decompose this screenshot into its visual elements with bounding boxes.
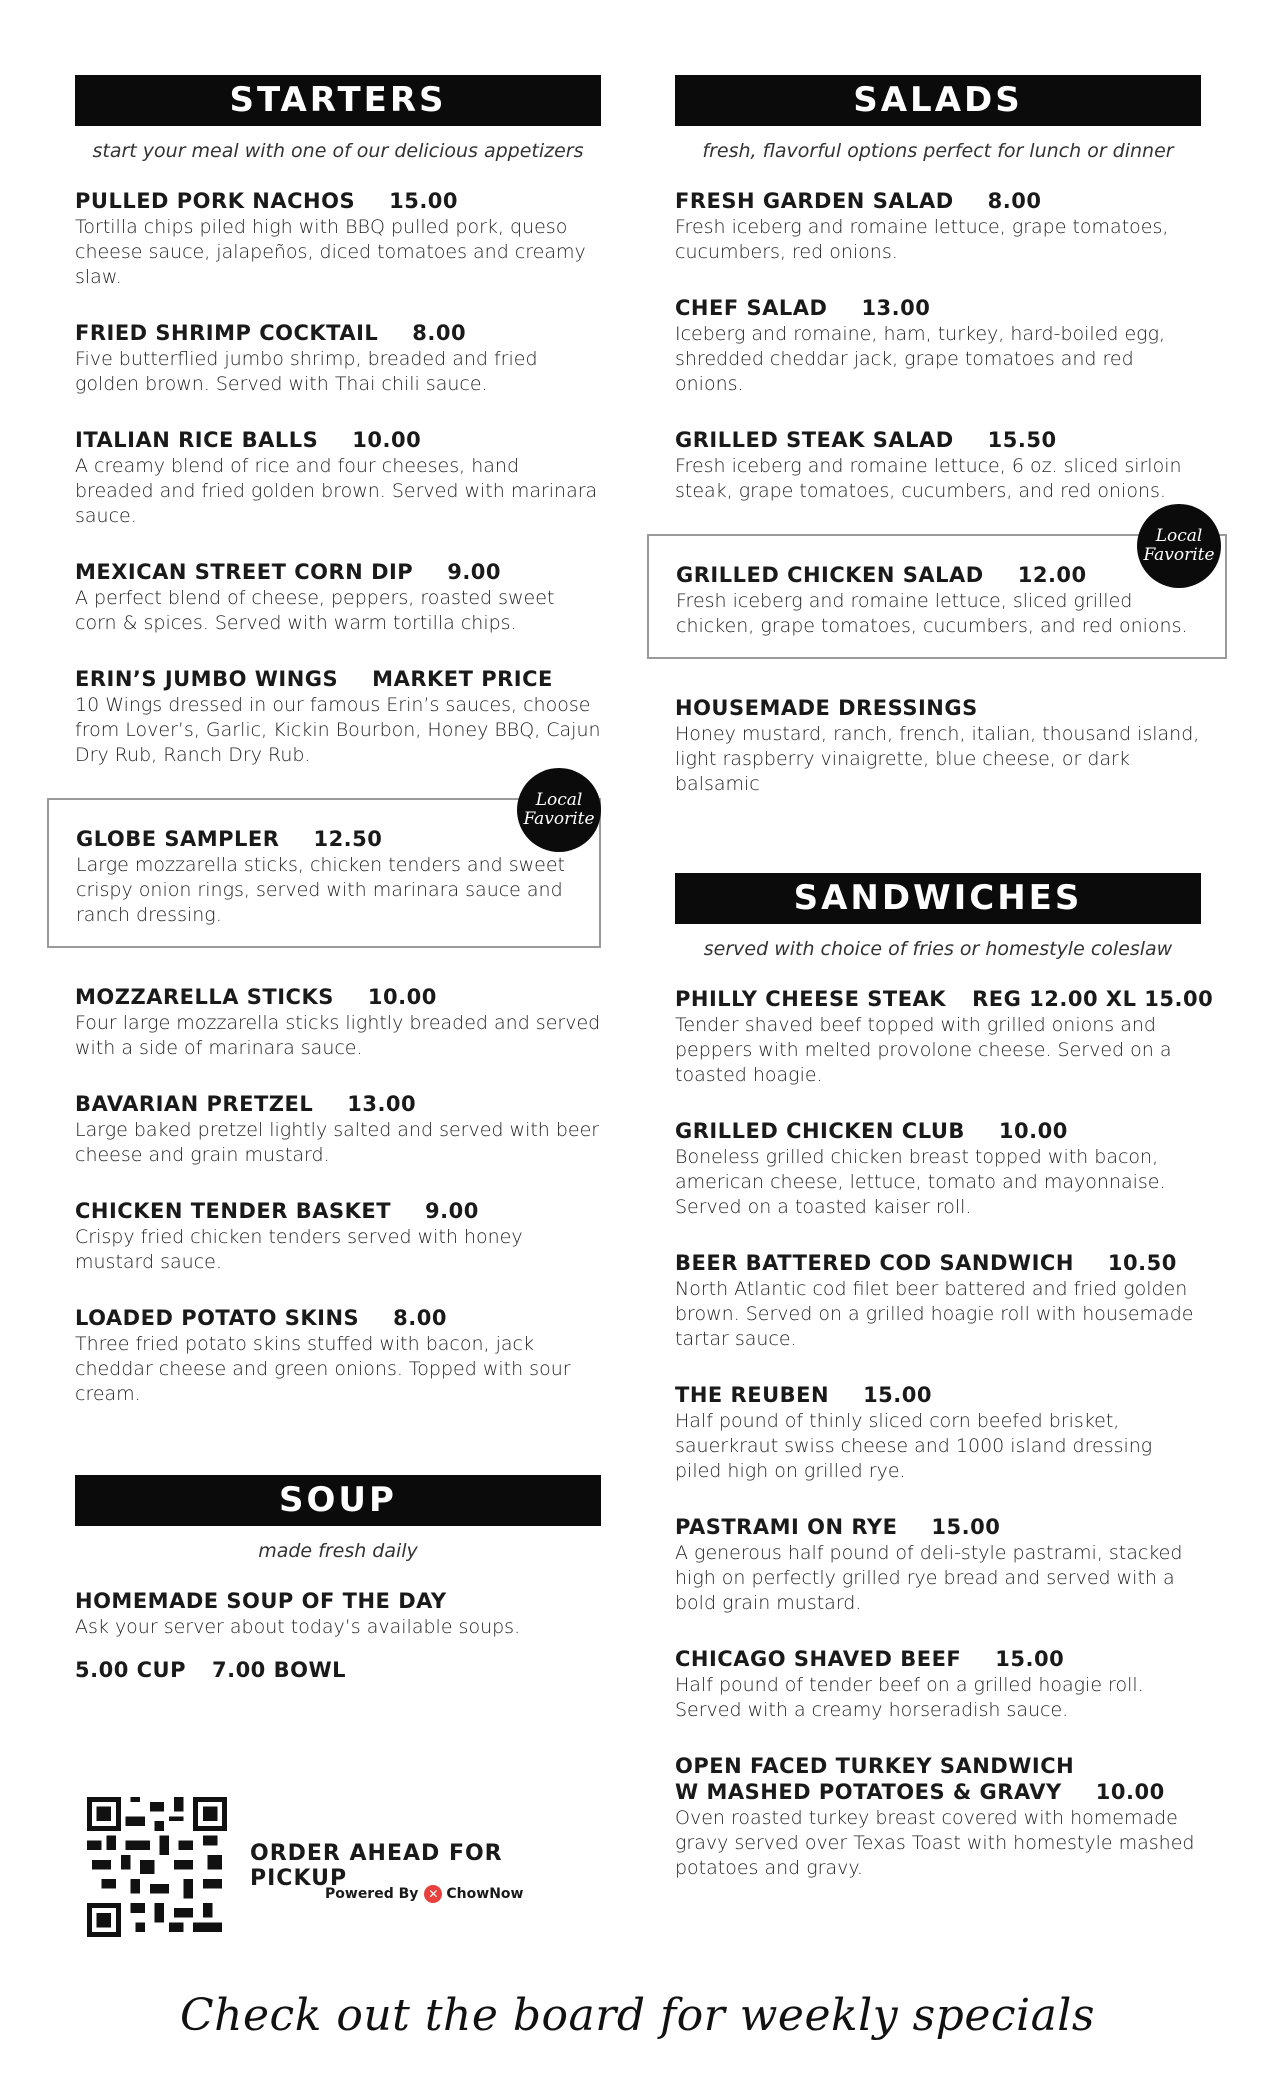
- featured-item-box: [47, 790, 601, 948]
- salads-header: SALADS: [675, 75, 1201, 126]
- soup-bowl-price: 7.00 BOWL: [211, 1658, 347, 1682]
- item-price: 10.50: [1107, 1251, 1177, 1275]
- menu-item: [675, 1250, 1201, 1352]
- powered-by-text: Powered By: [325, 1886, 419, 1902]
- menu-item: [75, 1305, 601, 1407]
- badge-line1: Local: [535, 790, 583, 810]
- item-name: HOUSEMADE DRESSINGS: [675, 696, 978, 720]
- item-price: 13.00: [347, 1092, 417, 1116]
- badge-line1: Local: [1155, 526, 1203, 546]
- order-ahead-block: [87, 1797, 607, 1942]
- item-description: Half pound of tender beef on a grilled hoagie roll. Served with a creamy horseradish sauce.: [675, 1674, 1144, 1721]
- salads-subtitle: fresh, flavorful options perfect for lunch or dinner: [702, 140, 1174, 162]
- item-price: 12.00: [1017, 563, 1087, 587]
- right-column: [675, 75, 1215, 1911]
- item-price: REG 12.00 XL 15.00: [972, 987, 1214, 1011]
- soup-cup-price: 5.00 CUP: [75, 1658, 186, 1682]
- item-description: Honey mustard, ranch, french, italian, thousand island, light raspberry vinaigrette, blue cheese, or dark balsamic: [675, 723, 1200, 795]
- soup-header: SOUP: [75, 1475, 601, 1526]
- soup-prices: [75, 1658, 601, 1682]
- item-name: GRILLED STEAK SALAD: [675, 428, 954, 452]
- item-description: Fresh iceberg and romaine lettuce, sliced grilled chicken, grape tomatoes, cucumbers, and red onions.: [676, 590, 1188, 637]
- item-name: MOZZARELLA STICKS: [75, 985, 334, 1009]
- menu-item: [675, 1753, 1201, 1881]
- item-description: Fresh iceberg and romaine lettuce, grape tomatoes, cucumbers, red onions.: [675, 216, 1169, 263]
- item-description: North Atlantic cod filet beer battered and fried golden brown. Served on a grilled hoagie roll with housemade tartar sauce.: [675, 1278, 1194, 1350]
- item-description: Iceberg and romaine, ham, turkey, hard-boiled egg, shredded cheddar jack, grape tomatoes and red onions.: [675, 323, 1166, 395]
- powered-by: [325, 1885, 523, 1903]
- item-description: Boneless grilled chicken breast topped with bacon, american cheese, lettuce, tomato and mayonnaise. Served on a toasted kaiser roll.: [675, 1146, 1166, 1218]
- item-name: FRESH GARDEN SALAD: [675, 189, 954, 213]
- item-price: 9.00: [447, 560, 502, 584]
- item-description: Oven roasted turkey breast covered with homemade gravy served over Texas Toast with homestyle mashed potatoes and gravy.: [675, 1807, 1195, 1879]
- featured-item-box: [647, 526, 1227, 659]
- starters-header: STARTERS: [75, 75, 601, 126]
- item-name: HOMEMADE SOUP OF THE DAY: [75, 1589, 447, 1613]
- local-favorite-badge: [1137, 504, 1221, 588]
- item-name-line1: OPEN FACED TURKEY SANDWICH: [675, 1754, 1075, 1778]
- item-name: PULLED PORK NACHOS: [75, 189, 356, 213]
- item-name: ITALIAN RICE BALLS: [75, 428, 319, 452]
- item-price: 12.50: [313, 827, 383, 851]
- menu-item: [75, 559, 601, 636]
- item-price: 10.00: [367, 985, 437, 1009]
- item-name: BAVARIAN PRETZEL: [75, 1092, 314, 1116]
- item-price: 15.00: [931, 1515, 1001, 1539]
- chownow-logo-icon: ✕: [424, 1885, 442, 1903]
- item-price: 10.00: [998, 1119, 1068, 1143]
- item-price: 13.00: [861, 296, 931, 320]
- menu-item: [675, 188, 1201, 265]
- item-price: 15.50: [987, 428, 1057, 452]
- starters-subtitle: start your meal with one of our delicious appetizers: [92, 140, 584, 162]
- item-name: PHILLY CHEESE STEAK: [675, 987, 947, 1011]
- item-name: CHICKEN TENDER BASKET: [75, 1199, 392, 1223]
- item-description: Five butterflied jumbo shrimp, breaded and fried golden brown. Served with Thai chili sauce.: [75, 348, 538, 395]
- item-description: A generous half pound of deli-style pastrami, stacked high on perfectly grilled rye bread and served with a bold grain mustard.: [675, 1542, 1183, 1614]
- soup-subtitle: made fresh daily: [258, 1540, 418, 1562]
- item-price: 15.00: [995, 1647, 1065, 1671]
- item-price: 8.00: [412, 321, 467, 345]
- menu-item: [75, 188, 601, 290]
- badge-line2: Favorite: [523, 809, 595, 829]
- item-name: LOADED POTATO SKINS: [75, 1306, 360, 1330]
- item-name: CHICAGO SHAVED BEEF: [675, 1647, 962, 1671]
- item-name: FRIED SHRIMP COCKTAIL: [75, 321, 379, 345]
- item-description: Four large mozzarella sticks lightly breaded and served with a side of marinara sauce.: [75, 1012, 601, 1059]
- item-name: GLOBE SAMPLER: [76, 827, 280, 851]
- menu-item: [75, 427, 601, 529]
- menu-item: [675, 1382, 1201, 1484]
- item-description: A perfect blend of cheese, peppers, roasted sweet corn & spices. Served with warm tortilla chips.: [75, 587, 555, 634]
- item-description: Tortilla chips piled high with BBQ pulled pork, queso cheese sauce, jalapeños, diced tomatoes and creamy slaw.: [75, 216, 586, 288]
- item-description: A creamy blend of rice and four cheeses, hand breaded and fried golden brown. Served with marinara sauce.: [75, 455, 598, 527]
- menu-item: [675, 1514, 1201, 1616]
- menu-item: [75, 1198, 601, 1275]
- item-name: CHEF SALAD: [675, 296, 828, 320]
- item-price: 10.00: [1095, 1780, 1165, 1804]
- item-description: Fresh iceberg and romaine lettuce, 6 oz. sliced sirloin steak, grape tomatoes, cucumbers, and red onions.: [675, 455, 1182, 502]
- item-description: Ask your server about today’s available soups.: [75, 1616, 521, 1638]
- item-name: PASTRAMI ON RYE: [675, 1515, 898, 1539]
- item-description: Half pound of thinly sliced corn beefed brisket, sauerkraut swiss cheese and 1000 island dressing piled high on grilled rye.: [675, 1410, 1153, 1482]
- menu-item: [675, 986, 1214, 1088]
- menu-item: [675, 427, 1201, 504]
- item-description: 10 Wings dressed in our famous Erin’s sauces, choose from Lover’s, Garlic, Kickin Bourbon, Honey BBQ, Cajun Dry Rub, Ranch Dry Rub.: [75, 694, 601, 766]
- item-price: 8.00: [987, 189, 1042, 213]
- left-column: [75, 75, 601, 1682]
- qr-code[interactable]: [87, 1797, 227, 1937]
- item-description: Tender shaved beef topped with grilled onions and peppers with melted provolone cheese. Served on a toasted hoagie.: [675, 1014, 1172, 1086]
- menu-item: [75, 1091, 601, 1168]
- item-price: 10.00: [352, 428, 422, 452]
- order-ahead-label[interactable]: ORDER AHEAD FOR PICKUP: [250, 1841, 503, 1891]
- item-price: 15.00: [389, 189, 459, 213]
- item-description: Three fried potato skins stuffed with bacon, jack cheddar cheese and green onions. Topped with sour cream.: [75, 1333, 571, 1405]
- item-description: Crispy fried chicken tenders served with honey mustard sauce.: [75, 1226, 523, 1273]
- item-description: Large baked pretzel lightly salted and served with beer cheese and grain mustard.: [75, 1119, 600, 1166]
- sandwiches-subtitle: served with choice of fries or homestyle coleslaw: [703, 938, 1173, 960]
- weekly-specials-footer: Check out the board for weekly specials: [180, 1990, 1095, 2041]
- sandwiches-header: SANDWICHES: [675, 873, 1201, 924]
- item-price: 8.00: [393, 1306, 447, 1330]
- menu-item: [675, 695, 1201, 797]
- menu-item: [75, 984, 601, 1061]
- menu-item: [675, 295, 1201, 397]
- item-price: 15.00: [863, 1383, 932, 1407]
- item-name: ERIN’S JUMBO WINGS: [75, 667, 339, 691]
- item-name: BEER BATTERED COD SANDWICH: [675, 1251, 1074, 1275]
- item-description: Large mozzarella sticks, chicken tenders and sweet crispy onion rings, served with marinara sauce and ranch dressing.: [76, 854, 565, 926]
- item-name: MEXICAN STREET CORN DIP: [75, 560, 414, 584]
- local-favorite-badge: [517, 768, 601, 852]
- item-name: GRILLED CHICKEN CLUB: [675, 1119, 965, 1143]
- menu-item: [675, 1118, 1201, 1220]
- menu-item: [675, 1646, 1201, 1723]
- item-name: THE REUBEN: [675, 1383, 830, 1407]
- badge-line2: Favorite: [1143, 545, 1215, 565]
- item-name-line2: W MASHED POTATOES & GRAVY: [675, 1780, 1062, 1804]
- item-price: 9.00: [425, 1199, 479, 1223]
- chownow-brand: ChowNow: [446, 1886, 524, 1902]
- item-price: MARKET PRICE: [372, 667, 553, 691]
- menu-item: [75, 320, 601, 397]
- menu-item: [75, 666, 601, 768]
- item-name: GRILLED CHICKEN SALAD: [676, 563, 984, 587]
